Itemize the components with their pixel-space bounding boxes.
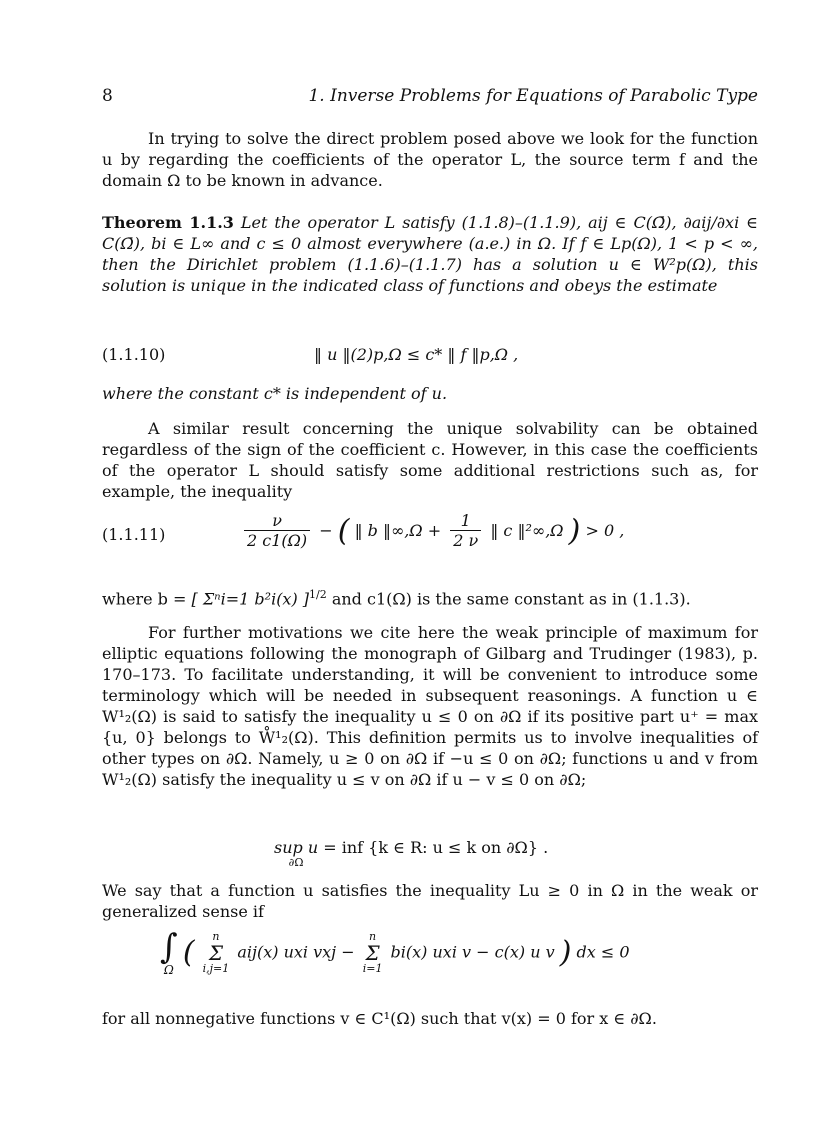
equation-label: (1.1.10) [102, 345, 166, 364]
theorem-text: Let the operator L satisfy (1.1.8)–(1.1.9), aij ∈ C(Ω̄), ∂aij/∂xi ∈ C(Ω̄), bi ∈ L∞ and c ≤ 0 almost everywhere (a.e.) in Ω. If f ∈ Lp(Ω), 1 < p < ∞, then the Dirichlet problem (1.1.6)–(1.1.7) has a solution u ∈ W²p(Ω), this solution is unique in the indicated class of functions and obeys the estimate [102, 213, 758, 295]
equation-1-1-10 [102, 345, 758, 369]
weak-inequality [102, 927, 758, 988]
weak-principle-paragraph: For further motivations we cite here the weak principle of maximum for elliptic equations following the monograph of Gilbarg and Trudinger (1983), p. 170–173. To facilitate understanding, it will be convenient to introduce some terminology which will be needed in subsequent reasonings. A function u ∈ W¹₂(Ω) is said to satisfy the inequality u ≤ 0 on ∂Ω if its positive part u⁺ = max {u, 0} belongs to W̊¹₂(Ω). This definition permits us to involve inequalities of other types on ∂Ω. Namely, u ≥ 0 on ∂Ω if −u ≤ 0 on ∂Ω; functions u and v from W¹₂(Ω) satisfy the inequality u ≤ v on ∂Ω if u − v ≤ 0 on ∂Ω; [102, 623, 758, 789]
equation-1-1-11 [102, 512, 758, 560]
intro-paragraph: In trying to solve the direct problem posed above we look for the function u by regarding the coefficients of the operator L, the source term f and the domain Ω to be known in advance. [102, 129, 758, 190]
definition-of-b: where b = [ Σⁿi=1 b²i(x) ]$^{1/2}$ and c1(Ω) is the same constant as in (1.1.3). [102, 588, 691, 609]
theorem-block [102, 212, 758, 296]
sup-definition: sup u ∂Ω = inf {k ∈ R: u ≤ k on ∂Ω} . [274, 838, 549, 869]
closing-paragraph: for all nonnegative functions v ∈ C¹(Ω) such that v(x) = 0 for x ∈ ∂Ω. [102, 1009, 657, 1028]
running-header [102, 86, 758, 108]
theorem-label: Theorem 1.1.3 [102, 213, 234, 232]
page-number: 8 [102, 86, 113, 106]
fraction-nu: $\frac{\nu}{2 c1(\Omega)}$ [244, 512, 310, 551]
equation-body: ‖ u ‖(2)p,Ω ≤ c* ‖ f ‖p,Ω , [314, 345, 519, 364]
running-title: 1. Inverse Problems for Equations of Parabolic Type [308, 86, 758, 106]
solvability-paragraph: A similar result concerning the unique solvability can be obtained regardless of the sign of the coefficient c. However, in this case the coefficients of the operator L should satisfy some additional restrictions such as, for example, the inequality [102, 419, 758, 501]
fraction-half-nu: $\frac{1}{2 \nu}$ [450, 512, 481, 551]
weak-sense-paragraph: We say that a function u satisfies the inequality Lu ≥ 0 in Ω in the weak or generalized sense if [102, 881, 758, 921]
equation-body: ∫ Ω ( n Σ i,j=1 aij(x) uxi vxj − n Σ i=1 bi(x) uxi v − c(x) u v ) dx ≤ 0 [160, 927, 630, 977]
equation-label: (1.1.11) [102, 525, 166, 544]
equation-body: $\frac{\nu}{2 c1(\Omega)}$ − ( ‖ b ‖∞,Ω + $\frac{1}{2 \nu}$ ‖ c ‖²∞,Ω ) > 0 , [240, 512, 624, 551]
constant-note: where the constant c* is independent of u. [102, 384, 448, 403]
